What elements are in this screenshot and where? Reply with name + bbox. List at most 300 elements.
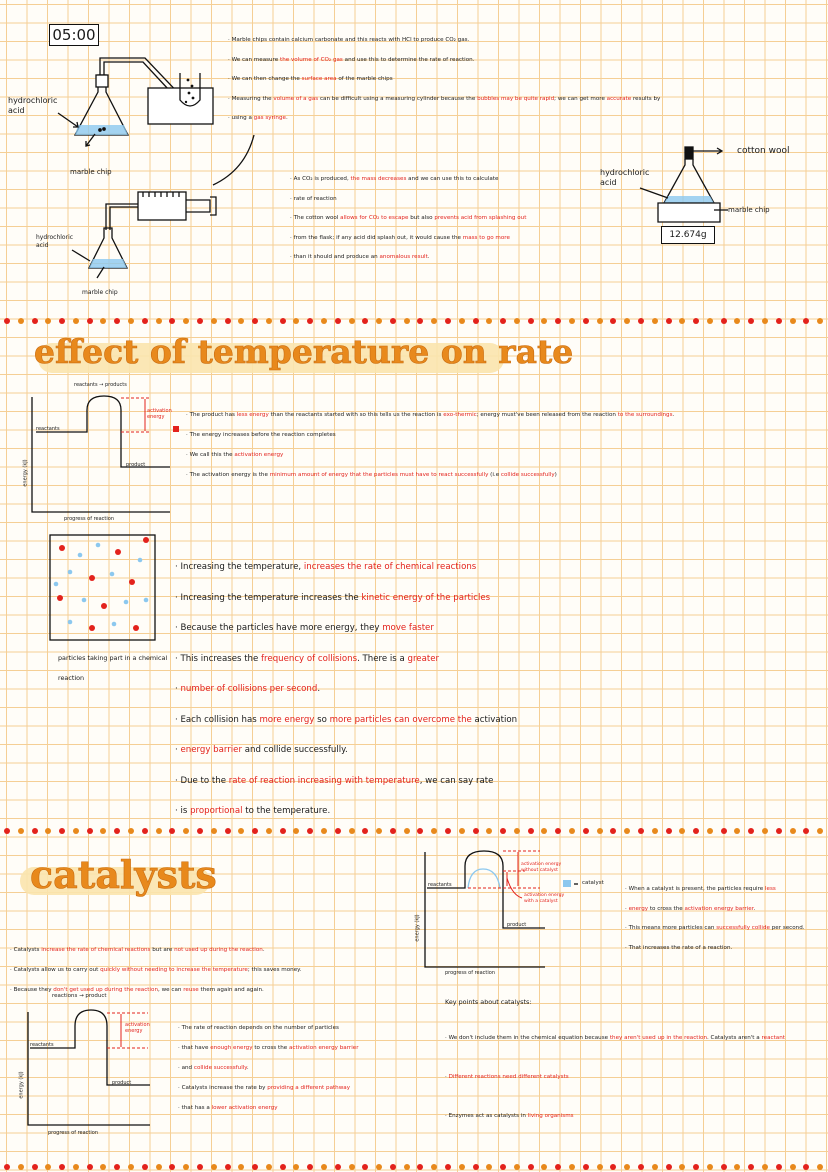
note-line (186, 445, 674, 465)
note-text: ; energy must've been released from the reaction (476, 412, 618, 418)
divider-dot (528, 318, 534, 324)
graph1-title: reactants → products (74, 382, 127, 388)
note-text: activation (471, 714, 518, 725)
graph3-legend-catalyst: catalyst (582, 880, 604, 886)
temperature-graph-notes (186, 405, 674, 485)
divider-dot (776, 318, 782, 324)
divider-dot (817, 1164, 823, 1170)
divider-dot (362, 1164, 368, 1170)
divider-dot (321, 828, 327, 834)
note-line (175, 674, 517, 705)
divider-dot (597, 828, 603, 834)
divider-dot (197, 1164, 203, 1170)
divider-dot (4, 828, 10, 834)
divider-dot (707, 318, 713, 324)
highlighted-text: more energy (259, 714, 315, 725)
note-text: per second. (769, 925, 805, 931)
note-text: The activation energy is the (189, 472, 270, 478)
highlighted-text: Different reactions need different catalysts (448, 1074, 569, 1080)
highlighted-text: energy barrier (180, 745, 242, 755)
highlighted-text: gas syringe (253, 115, 286, 121)
graph1-product: product (126, 462, 146, 468)
section-divider-dots-2 (0, 826, 828, 836)
particle (143, 537, 149, 543)
note-text: This increases the (180, 653, 262, 664)
note-line (290, 248, 526, 268)
divider-dot (762, 1164, 768, 1170)
graph1-xlabel: progress of reaction (64, 516, 114, 522)
note-text: , we can (158, 987, 184, 993)
divider-dot (693, 1164, 699, 1170)
note-line (228, 70, 660, 90)
particle (138, 558, 143, 563)
note-line (186, 425, 674, 445)
note-text: . (262, 947, 265, 953)
divider-dot (500, 318, 506, 324)
note-text: We call this the (189, 452, 235, 458)
particle (68, 570, 73, 575)
highlighted-text: the volume of CO₂ gas (280, 56, 343, 63)
divider-dot (73, 828, 79, 834)
highlighted-text: lower activation energy (211, 1105, 278, 1111)
bullet-icon: · (175, 806, 181, 816)
highlighted-text: bubbles may be quite rapid (477, 95, 555, 102)
divider-dot (624, 318, 630, 324)
divider-dot (486, 828, 492, 834)
graph3-xlabel: progress of reaction (445, 970, 495, 976)
bullet-icon: · (228, 115, 232, 121)
divider-dot (32, 828, 38, 834)
divider-dot (734, 828, 740, 834)
note-line (175, 613, 517, 644)
divider-dot (73, 318, 79, 324)
divider-dot (307, 318, 313, 324)
divider-dot (459, 1164, 465, 1170)
particle (89, 625, 95, 631)
divider-dot (183, 828, 189, 834)
note-text: ; we can get more (554, 95, 607, 102)
divider-dot (776, 1164, 782, 1170)
note-text: Measuring the (231, 95, 274, 102)
note-text: but also (408, 215, 435, 221)
bullet-icon: · (228, 37, 232, 43)
divider-dot (597, 318, 603, 324)
particle (96, 543, 101, 548)
note-text: This means more particles can (628, 925, 717, 931)
divider-dot (679, 1164, 685, 1170)
bullet-icon: · (290, 215, 294, 221)
divider-dot (169, 828, 175, 834)
note-line (290, 229, 526, 249)
graph3-with-catalyst: activation energy with a catalyst (524, 893, 565, 904)
divider-dot (156, 828, 162, 834)
note-text: . (246, 1065, 249, 1071)
note-text: and (181, 1065, 194, 1071)
divider-dot (266, 1164, 272, 1170)
graph2-xlabel: progress of reaction (48, 1130, 98, 1136)
highlighted-text: allows for CO₂ to escape (340, 215, 409, 221)
divider-dot (45, 1164, 51, 1170)
divider-dot (666, 828, 672, 834)
divider-dot (431, 828, 437, 834)
divider-dot (142, 318, 148, 324)
note-text: ) (554, 472, 557, 478)
note-line (445, 1019, 785, 1058)
divider-dot (528, 828, 534, 834)
divider-dot (817, 828, 823, 834)
graph2-reactants: reactants (30, 1042, 54, 1048)
divider-dot (349, 318, 355, 324)
divider-dot (32, 1164, 38, 1170)
mass-notes (290, 170, 526, 268)
note-text: Increasing the temperature, (180, 562, 304, 572)
bullet-icon: · (175, 745, 181, 755)
note-line (625, 919, 805, 939)
divider-dot (390, 828, 396, 834)
divider-dot (638, 318, 644, 324)
divider-dot (693, 318, 699, 324)
divider-dot (514, 1164, 520, 1170)
divider-dot (569, 1164, 575, 1170)
divider-dot (500, 1164, 506, 1170)
particles-box (50, 535, 155, 640)
note-text: . (672, 412, 675, 418)
bullet-icon: · (445, 1074, 449, 1080)
bullet-icon: · (625, 925, 629, 931)
catalyst-graph-notes (178, 1018, 359, 1118)
divider-dot (128, 318, 134, 324)
highlighted-text: reactant (761, 1035, 785, 1041)
note-text: that has a (181, 1105, 212, 1111)
divider-dot (252, 1164, 258, 1170)
highlighted-text: reuse (183, 987, 199, 993)
note-text: Each collision has (180, 714, 260, 725)
highlighted-text: activation energy (234, 452, 284, 458)
catalyst-intro-notes (10, 940, 301, 1000)
temperature-main-notes (175, 552, 517, 827)
divider-dot (100, 828, 106, 834)
balance-apparatus (640, 147, 728, 222)
divider-dot (445, 828, 451, 834)
particle (54, 582, 59, 587)
divider-dot (790, 318, 796, 324)
bullet-icon: · (625, 905, 629, 912)
note-line (178, 1098, 359, 1118)
particle (59, 545, 65, 551)
arrow-acid-2 (72, 250, 90, 261)
divider-dot (693, 828, 699, 834)
highlighted-text: rate of reaction increasing with temperature (228, 775, 420, 786)
bullet-icon: · (10, 947, 14, 953)
divider-dot (404, 828, 410, 834)
particle (82, 598, 87, 603)
highlighted-text: successfully collide (716, 925, 770, 931)
graph3-ylabel: energy (kJ) (414, 914, 421, 942)
highlighted-text: living organisms (527, 1113, 574, 1119)
particle (57, 595, 63, 601)
note-text: rate of reaction (293, 195, 337, 202)
particle (78, 553, 83, 558)
note-text: to the temperature. (242, 806, 331, 816)
divider-dot (404, 1164, 410, 1170)
divider-dot (404, 318, 410, 324)
note-text: . (317, 684, 321, 694)
label-marble-chip-2: marble chip (82, 289, 118, 296)
highlighted-text: energy (628, 905, 649, 912)
note-line (175, 705, 517, 736)
highlighted-text: number of collisions per second (180, 684, 318, 694)
divider-dot (59, 318, 65, 324)
divider-dot (142, 1164, 148, 1170)
note-text: can be difficult using a measuring cylinder because the (318, 95, 478, 102)
divider-dot (762, 828, 768, 834)
divider-dot (790, 1164, 796, 1170)
bullet-icon: · (290, 234, 294, 241)
note-text: Increasing the temperature increases the (180, 592, 362, 603)
divider-dot (583, 318, 589, 324)
note-line (178, 1078, 359, 1098)
divider-dot (555, 828, 561, 834)
bullet-icon: · (178, 1085, 182, 1091)
note-text: from the flask; if any acid did splash out, it would cause the (293, 234, 463, 241)
divider-dot (225, 318, 231, 324)
divider-dot (555, 318, 561, 324)
divider-dot (376, 828, 382, 834)
highlighted-text: volume of a gas (273, 95, 319, 102)
divider-dot (45, 318, 51, 324)
note-text: Catalysts increase the rate by (181, 1085, 268, 1091)
particle (129, 579, 135, 585)
note-text: . There is a (357, 653, 408, 664)
divider-dot (59, 1164, 65, 1170)
note-text: using a (231, 115, 254, 121)
particle (101, 603, 107, 609)
divider-dot (638, 828, 644, 834)
divider-dot (73, 1164, 79, 1170)
divider-dot (225, 828, 231, 834)
graph2-activation: activation energy (125, 1022, 150, 1034)
bullet-icon: · (228, 56, 232, 63)
divider-dot (652, 828, 658, 834)
note-line (228, 31, 660, 51)
divider-dot (473, 318, 479, 324)
particle-caption: particles taking part in a chemical reaction (58, 654, 168, 682)
highlighted-text: don't get used up during the reaction (53, 987, 159, 993)
highlighted-text: not used up during the reaction (174, 947, 263, 953)
divider-dot (169, 1164, 175, 1170)
divider-dot (473, 828, 479, 834)
arrow-acid-1 (58, 113, 78, 127)
graph2-title: reactions → product (52, 993, 107, 999)
divider-dot (431, 318, 437, 324)
note-text: to cross the (648, 905, 685, 912)
graph1-reactants: reactants (36, 426, 60, 432)
bullet-icon: · (175, 775, 181, 786)
arrow-to-syringe (213, 135, 254, 185)
note-line (290, 209, 526, 229)
graph2-product: product (112, 1080, 132, 1086)
graph2-ylabel: energy (kJ) (18, 1071, 25, 1099)
highlighted-text: exo-thermic (443, 412, 477, 418)
divider-dot (707, 1164, 713, 1170)
highlighted-text: less (764, 886, 776, 892)
note-text: them again and again. (198, 987, 264, 993)
divider-dot (238, 318, 244, 324)
divider-dot (376, 318, 382, 324)
label-hydrochloric-acid-3: hydrochloric acid (600, 168, 650, 187)
divider-dot (362, 318, 368, 324)
divider-dot (266, 318, 272, 324)
bullet-icon: · (175, 592, 181, 603)
particle (133, 625, 139, 631)
highlighted-text: activation energy barrier (288, 1045, 359, 1051)
particle (115, 549, 121, 555)
bullet-icon: · (175, 653, 181, 664)
bullet-icon: · (290, 254, 294, 260)
note-text: The product has (189, 412, 237, 418)
bullet-icon: · (186, 432, 190, 438)
note-text: The rate of reaction depends on the number of particles (181, 1025, 339, 1031)
note-text: and use this to determine the rate of reaction. (342, 56, 475, 63)
highlighted-text: activation energy barrier (684, 905, 754, 912)
bullet-icon: · (228, 95, 232, 102)
conical-flask-1 (75, 75, 128, 135)
divider-dot (776, 828, 782, 834)
note-text: and collide successfully. (242, 745, 348, 755)
divider-dot (624, 828, 630, 834)
note-text: and we can use this to calculate (406, 176, 499, 182)
bullet-icon: · (186, 452, 190, 458)
highlighted-text: increases the rate of chemical reactions (303, 562, 477, 572)
catalyst-present-notes (625, 880, 805, 958)
divider-dot (280, 1164, 286, 1170)
divider-dot (555, 1164, 561, 1170)
divider-dot (238, 1164, 244, 1170)
divider-dot (734, 318, 740, 324)
divider-dot (307, 1164, 313, 1170)
note-text: Catalysts (13, 947, 42, 953)
particle (110, 572, 115, 577)
note-text: . Catalysts aren't a (707, 1035, 762, 1041)
divider-dot (790, 828, 796, 834)
note-line (175, 796, 517, 827)
note-text: . (285, 115, 288, 121)
particle (89, 575, 95, 581)
bullet-icon: · (445, 1035, 449, 1041)
divider-dot (748, 318, 754, 324)
bullet-icon: · (625, 944, 629, 951)
bullet-icon: · (178, 1065, 182, 1071)
divider-dot (87, 1164, 93, 1170)
note-line (228, 90, 660, 110)
note-line (175, 583, 517, 614)
divider-dot (349, 828, 355, 834)
highlighted-text: minimum amount of energy that the particles must have to react successfully (269, 472, 489, 478)
note-text: . (427, 254, 430, 260)
heading-catalysts: catalysts (30, 852, 217, 897)
divider-dot (431, 1164, 437, 1170)
highlighted-text: more particles can overcome the (329, 714, 472, 725)
top-notes (228, 31, 660, 129)
divider-dot (335, 828, 341, 834)
divider-dot (610, 318, 616, 324)
divider-dot (321, 1164, 327, 1170)
divider-dot (417, 1164, 423, 1170)
note-text: so (314, 714, 330, 725)
note-line (186, 405, 674, 425)
bullet-icon: · (290, 176, 294, 182)
particle (68, 620, 73, 625)
divider-dot (114, 318, 120, 324)
highlighted-text: move faster (382, 623, 434, 633)
divider-dot (293, 1164, 299, 1170)
graph1-ylabel: energy (kJ) (22, 459, 29, 487)
note-text: The energy increases before the reaction completes (189, 432, 336, 438)
divider-dot (541, 1164, 547, 1170)
divider-dot (445, 318, 451, 324)
divider-dot (707, 828, 713, 834)
divider-dot (114, 1164, 120, 1170)
bullet-icon: · (625, 886, 629, 892)
red-marker-icon (173, 426, 179, 432)
bullet-icon: · (178, 1025, 182, 1031)
section-divider-dots-1 (0, 316, 828, 326)
divider-dot (307, 828, 313, 834)
highlighted-text: greater (407, 653, 440, 664)
highlighted-text: enough energy (210, 1045, 253, 1051)
note-text: results by (631, 95, 661, 102)
note-text: Due to the (180, 775, 229, 786)
divider-dot (128, 828, 134, 834)
gas-syringe (106, 192, 216, 230)
note-text: As CO₂ is produced, (293, 176, 351, 182)
note-line (228, 51, 660, 71)
arrow-chip-1 (86, 134, 95, 146)
label-cotton-wool: cotton wool (737, 146, 790, 156)
divider-dot (500, 828, 506, 834)
divider-dot (541, 318, 547, 324)
note-text: Catalysts allow us to carry out (13, 967, 101, 973)
divider-dot (100, 1164, 106, 1170)
particle (144, 598, 149, 603)
note-text: We can measure (231, 56, 280, 63)
divider-dot (238, 828, 244, 834)
divider-dot (211, 1164, 217, 1170)
highlighted-text: increase the rate of chemical reactions (41, 947, 151, 953)
highlighted-text: to the surroundings (617, 412, 673, 418)
bullet-icon: · (186, 472, 190, 478)
divider-dot (87, 828, 93, 834)
divider-dot (376, 1164, 382, 1170)
divider-dot (87, 318, 93, 324)
divider-dot (514, 828, 520, 834)
divider-dot (803, 828, 809, 834)
divider-dot (156, 1164, 162, 1170)
graph3-reactants: reactants (428, 882, 452, 888)
divider-dot (266, 828, 272, 834)
divider-dot (362, 828, 368, 834)
note-line (175, 766, 517, 797)
divider-dot (335, 1164, 341, 1170)
key-points-title: Key points about catalysts: (445, 998, 532, 1006)
divider-dot (514, 318, 520, 324)
highlighted-text: kinetic energy of the particles (361, 592, 491, 603)
divider-dot (817, 318, 823, 324)
divider-dot (417, 318, 423, 324)
divider-dot (211, 318, 217, 324)
note-line (178, 1038, 359, 1058)
divider-dot (445, 1164, 451, 1170)
